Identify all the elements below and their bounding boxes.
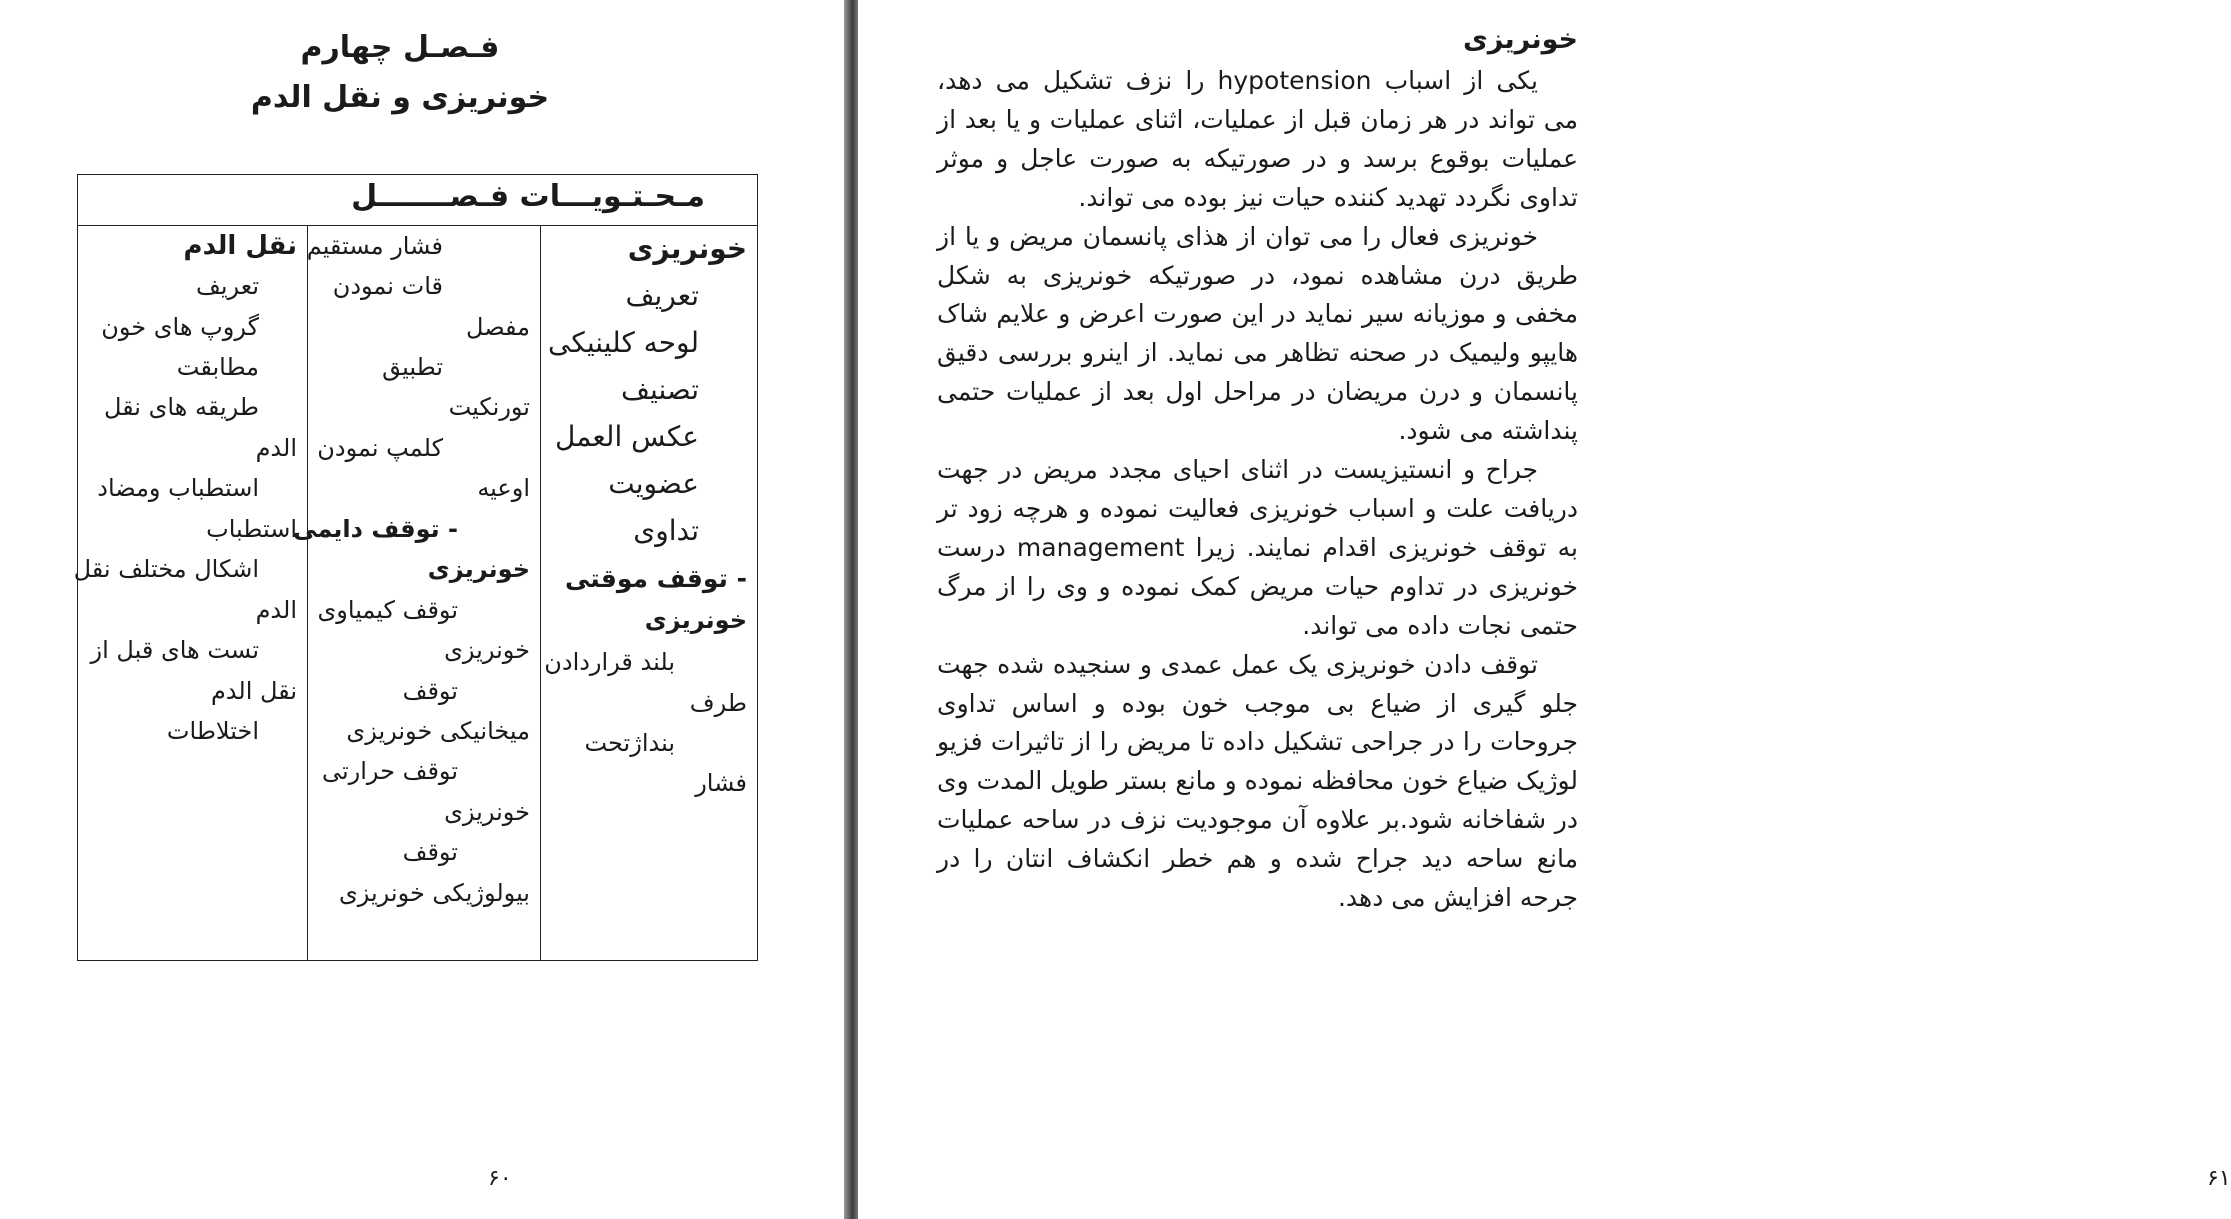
contents-item: الدم — [255, 596, 297, 624]
contents-item: تورنکیت — [448, 393, 530, 421]
paragraph: یکی از اسباب hypotension را نزف تشکیل می دهد، می تواند در هر زمان قبل از عملیات، اثنای عملیات و یا بعد از عملیات بوقوع برسد و در صورتیکه به صورت عاجل و موثر تداوی نگردد تهدید کننده حیات نیز بوده می تواند. — [937, 66, 1578, 212]
contents-item: عکس العمل — [555, 420, 699, 453]
left-page — [0, 0, 844, 1219]
contents-item: تعریف — [195, 272, 259, 300]
contents-item: مفصل — [466, 313, 530, 341]
contents-column-hemostasis — [293, 225, 541, 960]
page-number: ۶۱ — [2207, 1166, 2231, 1191]
contents-item: عضویت — [608, 467, 699, 500]
chapter-contents-table — [73, 174, 758, 961]
paragraph: توقف دادن خونریزی یک عمل عمدی و سنجیده شده جهت جلو گیری از ضیاع بی موجب خون بوده و اساس تداوی جروحات را در جراحی تشکیل داده تا مریض را از تاثیرات فزیو لوژیک ضیاع خون محافظه نموده و مانع بستر طویل المدت وی در شفاخانه شود.بر علاوه آن موجودیت نزف در ساحه عملیات مانع ساحه دید جراح شده و هم خطر انکشاف انتان را در جرحه افزایش می دهد. — [937, 649, 1578, 913]
contents-item: استطباب — [206, 515, 297, 543]
contents-item: فشار — [695, 769, 747, 797]
contents-item: خونریزی — [444, 798, 530, 826]
contents-item: طرف — [689, 689, 747, 717]
body-text — [937, 62, 1578, 918]
right-page — [858, 0, 2231, 1219]
contents-item: بنداژتحت — [584, 729, 675, 757]
section-heading: خونریزی — [1462, 24, 1578, 55]
contents-item: اختلاطات — [166, 717, 259, 745]
contents-item: توقف کیمیاوی — [317, 596, 458, 624]
contents-item: خونریزی — [444, 636, 530, 664]
contents-item: لوحه کلینیکی — [548, 326, 699, 359]
contents-column-bleeding — [542, 225, 757, 960]
contents-item: الدم — [255, 434, 297, 462]
contents-item: طریقه های نقل — [103, 393, 259, 421]
contents-header — [78, 175, 757, 226]
contents-item: فشار مستقیم — [306, 232, 443, 260]
contents-item: کلمپ نمودن — [317, 434, 443, 462]
chapter-heading: فـصـل چهارم — [300, 30, 500, 65]
contents-column-transfusion — [75, 225, 308, 960]
contents-item: توقف — [402, 677, 458, 705]
page-number: ۶۰ — [488, 1166, 512, 1191]
contents-item: استطباب ومضاد — [97, 474, 259, 502]
contents-item: تطبیق — [382, 353, 443, 381]
contents-title: مـحـتـویـــات فـصـــــــل — [351, 179, 705, 214]
contents-item: بیولوژیکی خونریزی — [338, 879, 530, 907]
contents-item: تداوی — [633, 514, 699, 547]
contents-item: خونریزی — [627, 232, 747, 265]
contents-item: قات نمودن — [332, 272, 443, 300]
contents-item: تصنیف — [621, 373, 699, 406]
contents-item: اشکال مختلف نقل — [73, 555, 259, 583]
contents-item: مطابقت — [176, 353, 259, 381]
contents-item: میخانیکی خونریزی — [346, 717, 530, 745]
contents-item: تعریف — [625, 279, 699, 312]
contents-item: توقف — [402, 838, 458, 866]
paragraph: جراح و انستیزیست در اثنای احیای مجدد مریض در جهت دریافت علت و اسباب خونریزی فعالیت نموده و هرچه زود تر به توقف خونریزی اقدام نمایند. زیرا management درست خونریزی در تداوم حیات مریض کمک نموده و وی را از مرگ حتمی نجات داده می تواند. — [937, 455, 1578, 640]
book-spine-divider — [844, 0, 858, 1219]
contents-item: گروپ های خون — [101, 313, 259, 341]
contents-item: خونریزی — [427, 555, 530, 583]
contents-item: تست های قبل از — [90, 636, 259, 664]
chapter-subtitle: خونریزی و نقل الدم — [250, 80, 550, 115]
contents-item: توقف حرارتی — [321, 757, 458, 785]
contents-item: خونریزی — [644, 606, 747, 634]
contents-item: نقل الدم — [210, 677, 297, 705]
contents-item: نقل الدم — [183, 231, 297, 261]
contents-item: بلند قراردادن — [544, 648, 675, 676]
contents-item: - توقف دایمی — [293, 515, 458, 543]
contents-item: اوعیه — [477, 474, 530, 502]
paragraph: خونریزی فعال را می توان از هذای پانسمان مریض و یا از طریق درن مشاهده نمود، در صورتیکه خونریزی به شکل مخفی و موزیانه سیر نماید در این صورت اعرض و علایم شاک هایپو ولیمیک در صحنه تظاهر می نماید. از اینرو بررسی دقیق پانسمان و درن مریضان در مراحل اول بعد از عملیات حتمی پنداشته می شود. — [937, 221, 1578, 446]
contents-item: - توقف موقتی — [564, 564, 747, 593]
